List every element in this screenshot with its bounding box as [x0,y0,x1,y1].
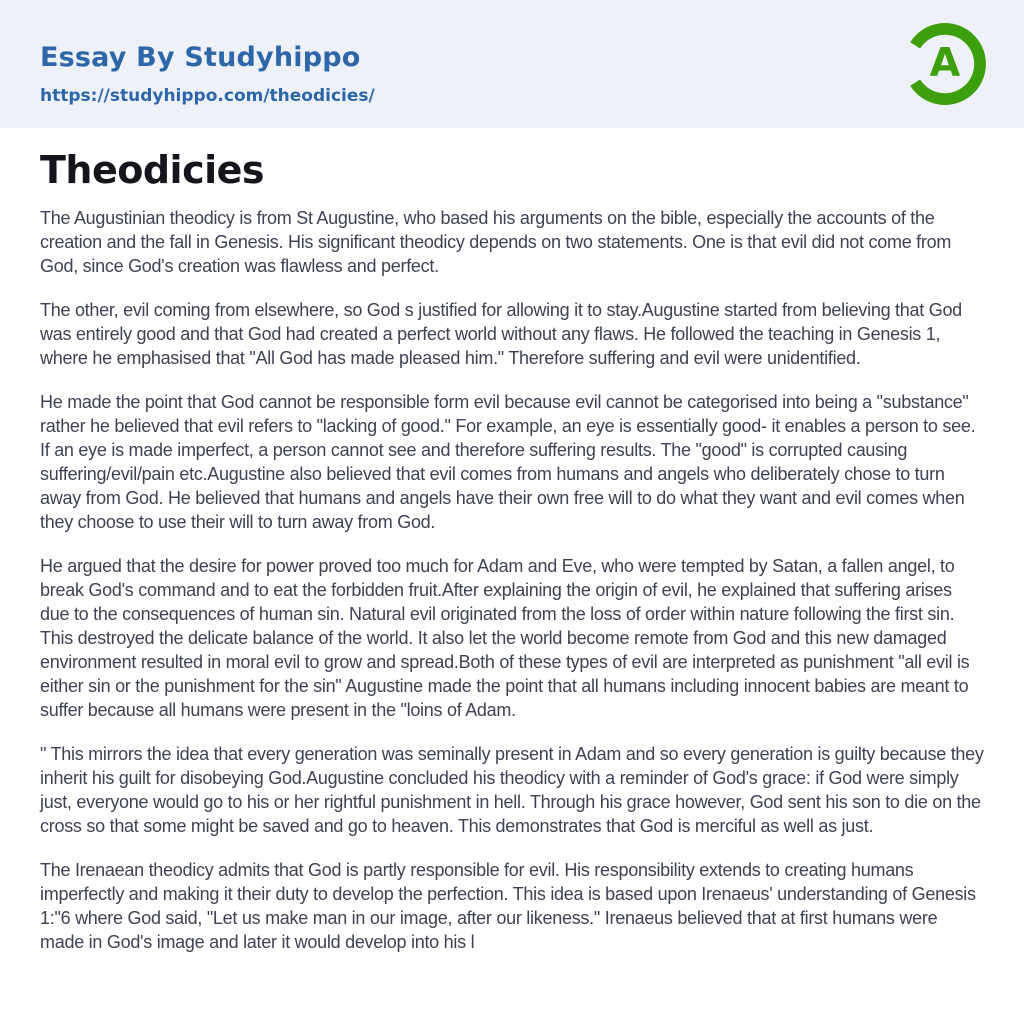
logo-letter: A [929,39,961,86]
source-url-link[interactable]: https://studyhippo.com/theodicies/ [40,86,375,106]
paragraph: The Augustinian theodicy is from St Augustine, who based his arguments on the bible, especially the accounts of the creation and the fall in Genesis. His significant theodicy depends on two statements. One is that evil did not come from God, since God's creation was flawless and perfect. [40,208,952,276]
page-title: Theodicies [40,148,265,192]
paragraph: " This mirrors the idea that every generation was seminally present in Adam and so every generation is guilty because they inherit his guilt for disobeying God.Augustine concluded his theodicy with a reminder of God's grace: if God were simply just, everyone would go to his or her rightful punishment in hell. Through his grace however, God sent his son to die on the cross so that some might be saved and go to heaven. This demonstrates that God is merciful as well as just. [40,744,984,836]
article-content [0,150,1024,954]
paragraph: He made the point that God cannot be responsible form evil because evil cannot be categorised into being a "substance" rather he believed that evil refers to "lacking of good." For example, an eye is essentially good- it enables a person to see. If an eye is made imperfect, a person cannot see and therefore suffering results. The "good" is corrupted causing suffering/evil/pain etc.Augustine also believed that evil comes from humans and angels who deliberately chose to turn away from God. He believed that humans and angels have their own free will to do what they want and evil comes when they choose to use their will to turn away from God. [40,392,976,532]
paragraph: The other, evil coming from elsewhere, so God s justified for allowing it to stay.Augustine started from believing that God was entirely good and that God had created a perfect world without any flaws. He followed the teaching in Genesis 1, where he emphasised that "All God has made pleased him." Therefore suffering and evil were unidentified. [40,300,962,368]
studyhippo-logo-icon [900,19,990,109]
paragraph: He argued that the desire for power proved too much for Adam and Eve, who were tempted by Satan, a fallen angel, to break God's command and to eat the forbidden fruit.After explaining the origin of evil, he explained that suffering arises due to the consequences of human sin. Natural evil originated from the loss of order within nature following the first sin. This destroyed the delicate balance of the world. It also let the world become remote from God and this new damaged environment resulted in moral evil to grow and spread.Both of these types of evil are interpreted as punishment "all evil is either sin or the punishment for the sin" Augustine made the point that all humans including innocent babies are meant to suffer because all humans were present in the "loins of Adam. [40,556,970,720]
article-body [40,206,984,954]
paragraph: The Irenaean theodicy admits that God is partly responsible for evil. His responsibility extends to creating humans imperfectly and making it their duty to develop the perfection. This idea is based upon Irenaeus' understanding of Genesis 1:"6 where God said, "Let us make man in our image, after our likeness." Irenaeus believed that at first humans were made in God's image and later it would develop into his l [40,860,976,952]
brand-title: Essay By Studyhippo [40,42,361,73]
page-header [0,0,1024,128]
